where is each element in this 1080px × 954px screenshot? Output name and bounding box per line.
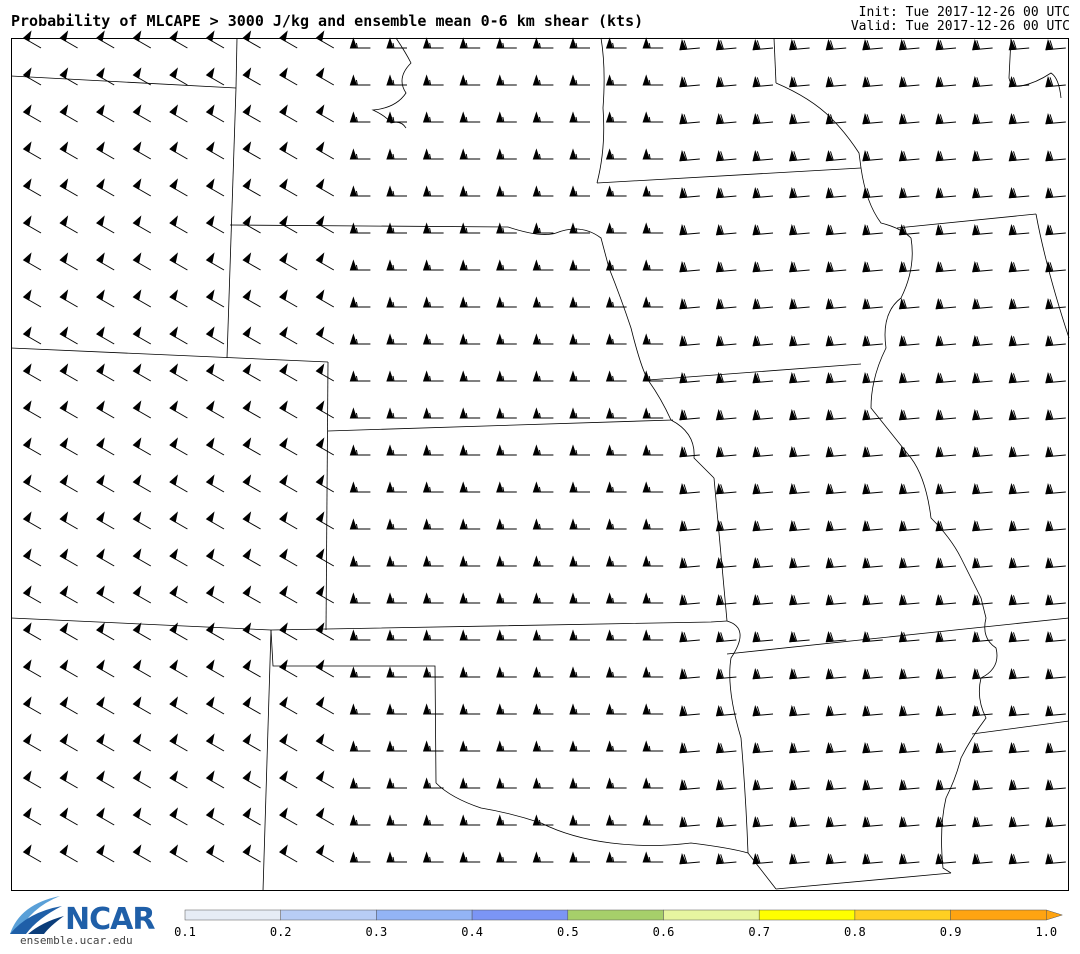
colorbar-tick-label: 0.8 [844, 925, 866, 939]
colorbar-tick-label: 0.4 [461, 925, 483, 939]
colorbar-segment [951, 910, 1047, 920]
colorbar-segment [281, 910, 377, 920]
colorbar-tick-label: 0.1 [174, 925, 196, 939]
colorbar-segment [185, 910, 281, 920]
colorbar-tick-label: 1.0 [1035, 925, 1058, 939]
init-time: Init: Tue 2017-12-26 00 UTC [858, 5, 1070, 20]
valid-time: Valid: Tue 2017-12-26 00 UTC [850, 19, 1070, 34]
time-info [851, 6, 1070, 34]
map-panel [11, 38, 1069, 891]
ncar-swoosh-icon [10, 896, 65, 936]
map-title: Probability of MLCAPE > 3000 J/kg and ensemble mean 0-6 km shear (kts) [11, 12, 644, 30]
colorbar-tick-label: 0.9 [939, 925, 962, 939]
colorbar-segment [855, 910, 951, 920]
colorbar [174, 902, 1070, 947]
colorbar-segment [376, 910, 472, 920]
ncar-logo-text: NCAR [65, 902, 155, 937]
colorbar-segment [759, 910, 855, 920]
ncar-logo [10, 896, 170, 950]
colorbar-tick-label: 0.2 [269, 925, 292, 939]
colorbar-extend-arrow [1046, 910, 1062, 920]
colorbar-segment [568, 910, 664, 920]
colorbar-segment [472, 910, 568, 920]
ncar-url: ensemble.ucar.edu [20, 934, 133, 947]
colorbar-tick-label: 0.6 [652, 925, 675, 939]
colorbar-tick-label: 0.3 [365, 925, 388, 939]
colorbar-segment [664, 910, 760, 920]
colorbar-tick-label: 0.7 [748, 925, 771, 939]
colorbar-tick-label: 0.5 [556, 925, 579, 939]
